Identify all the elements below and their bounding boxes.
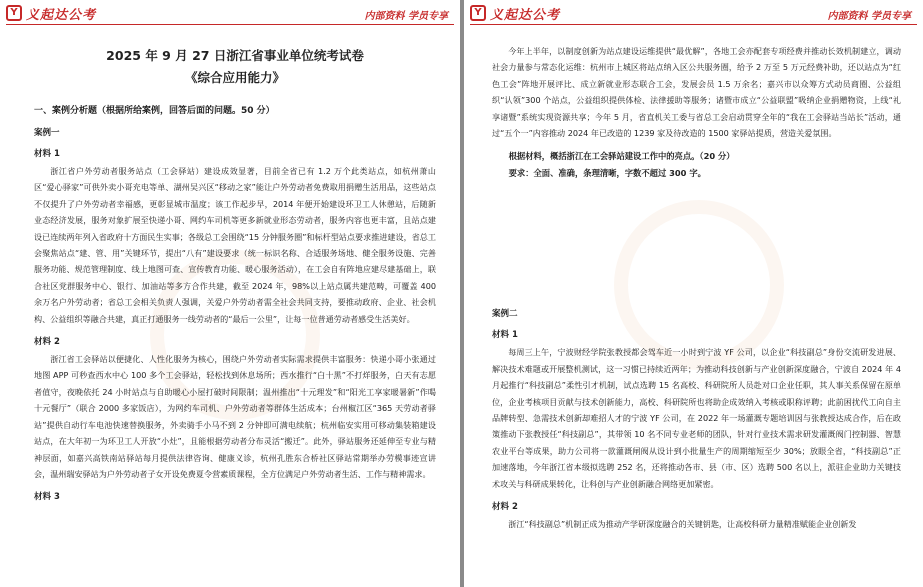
page-header	[0, 0, 460, 26]
document-page-right	[464, 0, 923, 587]
brand-logo	[6, 4, 96, 22]
answer-space	[492, 180, 901, 298]
header-rule	[470, 24, 917, 25]
question-text: 根据材料，概括浙江在工会驿站建设工作中的亮点。（20 分）	[508, 151, 735, 162]
document-subtitle: 《综合应用能力》	[184, 70, 285, 85]
logo-icon: Y	[470, 5, 486, 21]
document-title: 2025 年 9 月 27 日浙江省事业单位统考试卷	[106, 48, 364, 63]
material-label: 材料 2	[492, 502, 518, 513]
brand-logo	[470, 4, 560, 22]
question-requirement: 要求：全面、准确，条理清晰，字数不超过 300 字。	[508, 168, 706, 179]
material-label: 材料 1	[34, 149, 60, 159]
logo-text: 义起达公考	[490, 7, 561, 23]
case-heading: 案例二	[492, 309, 518, 320]
header-tag: 内部资料 学员专享	[827, 11, 911, 22]
header-tag: 内部资料 学员专享	[364, 11, 448, 22]
header-rule	[6, 24, 454, 25]
section-heading: 一、案例分析题（根据所给案例，回答后面的问题。50 分）	[34, 106, 275, 116]
material-label: 材料 1	[492, 330, 518, 341]
page-header	[464, 0, 923, 26]
case-heading: 案例一	[34, 128, 60, 138]
logo-text: 义起达公考	[26, 7, 97, 23]
material-paragraph: 浙江省工会驿站以便捷化、人性化服务为核心，围绕户外劳动者实际需求提供丰富服务：快递小哥小张通过地图 APP 可秒查西水中心 100 多个工会驿站，轻松找到休息场所；西水推行“白十黑”不打烊服务，白天有志愿者值守，夜晚依托 24 小时站点与自助暖心小屋打破时间限制；温州推出“十元理发”和“阳光工享家暖暑新”作喝十元餐厅”（联合 2000 多家饭店），为网约车司机、户外劳动者等群体生活成本；台州椒江区“365 天劳动者驿站”提供自动行车电池快速替换服务，外卖骑手小马不到 2 分钟即可满电续航；杭州临安实用可移动集装箱建设站点，在大年初一为环卫工人开放“小灶”，且能根据劳动者分布灵活“搬迁”。此外，驿站服务还延伸至专业与精神层面，如嘉兴高铁南站驿站每月提供法律咨询、健康义诊，杭州孔胜东合桥社区驿站常期举办劳模事迹宣讲会，温州瑞安驿站为户外劳动者子女开设免费夏令营素质课程，全方位满足户外劳动者生活、工作与精神需求。	[34, 354, 436, 479]
material-label: 材料 3	[34, 492, 60, 503]
material-paragraph: 今年上半年，以制度创新为站点建设运维提供“最优解”，各地工会亦配套专项经费并推动长效机制建立，调动社会力量参与常态化运维：杭州市上城区将站点纳入区公共服务圈，给予 2 万至 5 万元经费补助，还以站点为“红色工会”阵地开展评比、成立新就业形态联合工会，发展会员 1.5 万余名；嘉兴市以众筹方式动员商圈、公益组织“认领”300 个站点，公益组织提供体检、法律援助等服务；诸暨市成立“公益联盟”吸纳企业捐赠物资，上线“礼享诸暨”系统实现资源共享；今年 5 月，省直机关工委与省总工会启动贯穿全年的“我在工会驿站当站长”活动，通过“五个一”内容推动 2024 年已改造的 1239 家及待改造的 1500 家驿站提质，营造关爱氛围。	[492, 46, 901, 139]
logo-icon: Y	[6, 5, 22, 21]
material-paragraph: 浙江“科技副总”机制正成为推动产学研深度融合的关键钥匙，让高校科研力量精准赋能企业创新发	[508, 519, 857, 530]
material-paragraph: 浙江省户外劳动者服务站点（工会驿站）建设成效显著，目前全省已有 1.2 万个此类站点，如杭州萧山区“爱心驿家”可供外卖小哥充电等单、湖州吴兴区“移动之家”能让户外劳动者免费取用捐赠生活用品，这些站点不仅提升了户外劳动者幸福感，更彰显城市温度；该工作起步早，2014 年便开始建设环卫工人休憩站，后随新业态经济发展，服务对象扩展至快递小哥、网约车司机等更多新就业形态劳动者，服务内容也更丰富，且站点建设已连续两年列入省政府十方面民生实事；各级总工会围绕“15 分钟服务圈”和标杆型站点要求推进建设，省总工会聚焦站点“建、管、用”关键环节，提出“八有”建设要求（统一标识名称、合适服务场地、健全服务设施、完善服务功能、规范管理制度、线上地图可查、宣传教育功能、暖心服务活动），在工会自有阵地应建尽建基础上，联合社区党群服务中心、银行、加油站等多方合作共建，截至 2024 年，98%以上站点属共建范畴，可覆盖 400 余万名户外劳动者；省总工会相关负责人强调，关爱户外劳动者需全社会共同支持，要推动政府、企业、社会机构、公益组织等融合共建，真正打通服务一线劳动者的“最后一公里”，让每一位普通劳动者感受生活美好。	[34, 166, 436, 324]
page-content	[464, 40, 923, 533]
page-content	[0, 30, 460, 503]
material-paragraph: 每周三上午，宁波财经学院张教授都会驾车近一小时到宁波 YF 公司，以企业“科技副总”身份交流研发进展、解决技术难题或开展整机测试，这一习惯已持续近两年；为推动科技创新与产业创新深度融合，宁波自 2024 年 4 月起推行“科技副总”柔性引才机制，试点选聘 15 名高校、科研院所人员赴对口企业任职，其人事关系保留在原单位，企业考核项目贡献与技术创新能力，高校、科研院所也将助企成效纳入考核或职称评聘；此前困扰代工向自主品牌转型、急需技术创新却难招人才的宁波 YF 公司，在 2022 年一场灌溉专题培训因与张教授达成合作，后在政策推动下张教授任“科技副总”，其带领 10 名不同专业老师的团队，针对行业技术需求研发灌溉阀门控制器、智慧农业平台等成果，助力公司将一款灌溉闸阀从设计到小批量生产的周期缩短至少 30%；放眼全省，“科技副总”正加速落地，今年浙江省本级拟选聘 252 名，还将推动各市、县（市、区）选聘 500 名以上，派驻企业助力关键技术攻关与科研成果转化，让科创与产业创新融合网络更加紧密。	[492, 347, 901, 489]
document-page-left	[0, 0, 460, 587]
material-label: 材料 2	[34, 337, 60, 348]
